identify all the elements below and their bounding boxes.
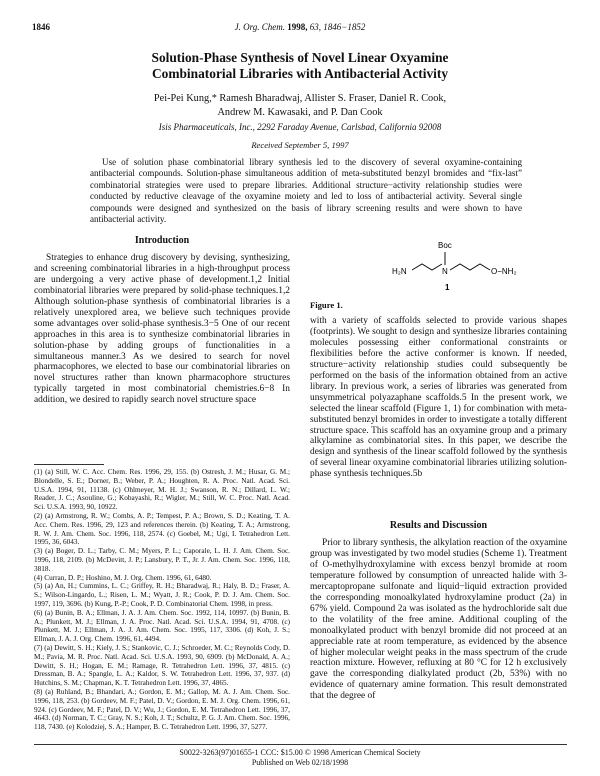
- amine-group-label: H₂N: [392, 267, 407, 276]
- footnote: (2) (a) Armstrong, R. W.; Combs, A. P.; Tempest, P. A.; Brown, S. D.; Keating, T. A. Acc. Chem. Res. 1996, 29, 123 and references therein. (b) Keating, T. A.; Armstrong, R. W. J. Am. Chem. Soc. 1996, 118, 2574. (c) Goebel, M.; Ugi, I. Tetrahedron Lett. 1995, 36, 6043.: [34, 511, 290, 547]
- ethyl-chain: [412, 264, 442, 270]
- affiliation: Isis Pharmaceuticals, Inc., 2292 Faraday Avenue, Carlsbad, California 92008: [158, 122, 442, 132]
- left-column: [34, 236, 290, 406]
- journal-citation: [32, 22, 568, 32]
- footnote: (7) (a) Dewitt, S. H.; Kiely, J. S.; Stankovic, C. J.; Schroeder, M. C.; Reynolds Cody, D. M.; Pavia, M. R. Proc. Natl. Acad. Sci. U.S.A. 1993, 90, 6909. (b) McDonald, A. A.; Dewitt, S. H.; Hogan, E. M.; Ramage, R. Tetrahedron Lett. 1996, 37, 4815. (c) Dressman, B. A.; Spangle, L. A.; Kaldor, S. W. Tetrahedron Lett. 1996, 37, 937. (d) Hutchins, S. M.; Chapman, K. T. Tetrahedron Lett. 1996, 37, 4865.: [34, 643, 290, 688]
- introduction-heading: Introduction: [134, 235, 190, 246]
- publication-date-line: Published on Web 02/18/1998: [251, 758, 349, 767]
- right-column-bottom: [310, 538, 567, 702]
- footnote: (8) (a) Ruhland, B.; Bhandari, A.; Gordon, E. M.; Gallop, M. A. J. Am. Chem. Soc. 1996, 118, 253. (b) Gordeev, M. F.; Patel, D. V.; Gordon, E. M. J. Org. Chem. 1996, 61, 924. (c) Gordeev, M. F.; Patel, D. V.; Wu, J.; Gordon, E. M. Tetrahedron Lett. 1996, 37, 4643. (d) Norman, T. C.; Gray, N. S.; Koh, J. T.; Schultz, P. G. J. Am. Chem. Soc. 1996, 118, 7430. (e) Kolodziej, S. A.; Hamper, B. C. Tetrahedron Lett. 1996, 37, 5277.: [34, 687, 290, 732]
- figure-1-structure: [310, 232, 567, 292]
- journal-volume-pages: 63, 1846−1852: [309, 22, 366, 32]
- footnote: (3) (a) Boger, D. L.; Tarby, C. M.; Myers, P. L.; Caporale, L. H. J. Am. Chem. Soc. 1996, 118, 2109. (b) McDevitt, J. P.; Lansbury, P. T., Jr. J. Am. Chem. Soc. 1996, 118, 3818.: [34, 547, 290, 573]
- footnote: (5) (a) An, H.; Cummins, L. C.; Griffey, R. H.; Bharadwaj, R.; Haly, B. D.; Fraser, A. S.; Wilson-Lingardo, L.; Risen, L. M.; Wyatt, J. R.; Cook, P. D. J. Am. Chem. Soc. 1997, 119, 3696. (b) Kung, P.-P.; Cook, P. D. Combinatorial Chem. 1998, in press.: [34, 582, 290, 608]
- propyl-chain: [450, 264, 490, 270]
- oxyamine-group-label: O−NH₂: [491, 267, 517, 276]
- author-list: [40, 92, 560, 120]
- introduction-paragraph: Strategies to enhance drug discovery by devising, synthesizing, and screening combinatorial libraries in a high-throughput process are undergoing a very active phase of development.1,2 Initial combinatorial libraries were prepared by solid-phase techniques.1,2 Although solution-phase synthesis of combinatorial libraries is a relatively unexplored area, we believe such techniques provide some advantages over solid-phase synthesis.3−5 One of our recent approaches in this area is to synthesize combinatorial libraries in solution-phase by adding groups of functionalities in a simultaneous manner.3 As we desired to search for novel pharmacophores, we elected to base our combinatorial libraries on novel structures rather than known pharmacophore structures typically targeted in most combinatorial chemistries.6−8 In addition, we desired to rapidly search novel structure space: [34, 252, 290, 406]
- footnote-divider: [34, 464, 104, 465]
- title-line: Combinatorial Libraries with Antibacterial Activity: [151, 66, 449, 81]
- results-paragraph: Prior to library synthesis, the alkylation reaction of the oxyamine group was investigated by two model studies (Scheme 1). Treatment of O-methylhydroxylamine with excess benzyl bromide at room temperature followed by consumption of unreacted halide with 3-mercaptopropane sulfonate and liquid−liquid extraction provided the corresponding monoalkylated hydroxylamine product (2a) in 67% yield. Compound 2a was isolated as the hydrochloride salt due to the volatility of the free amine. Additional coupling of the monoalkylated product with benzyl bromide did not proceed at an appreciable rate at room temperature, as evidenced by the absence of higher molecular weight peaks in the mass spectrum of the crude reaction mixture. However, refluxing at 80 °C for 12 h exclusively gave the corresponding dialkylated product (2b, 53%) with no evidence of quaternary amine formation. This result demonstrated that the degree of: [310, 538, 567, 702]
- figure-caption: Figure 1.: [310, 300, 343, 310]
- results-heading: Results and Discussion: [389, 520, 488, 531]
- footnote: (6) (a) Bunin, B. A.; Ellman, J. A. J. Am. Chem. Soc. 1992, 114, 10997. (b) Bunin, B. A.; Plunkett, M. J.; Ellman, J. A. Proc. Natl. Acad. Sci. U.S.A. 1994, 91, 4708. (c) Plunkett, M. J.; Ellman, J. A. J. Am. Chem. Soc. 1995, 117, 3306. (d) Koh, J. S.; Ellman, J. A. J. Org. Chem. 1996, 61, 4494.: [34, 608, 290, 644]
- authors-line: Andrew M. Kawasaki, and P. Dan Cook: [217, 107, 383, 118]
- compound-number: 1: [445, 283, 450, 292]
- copyright-footer: [0, 748, 600, 768]
- journal-year: 1998,: [287, 22, 308, 32]
- received-date: Received September 5, 1997: [251, 140, 349, 150]
- footnotes: [34, 468, 290, 732]
- title-line: Solution-Phase Synthesis of Novel Linear Oxyamine: [151, 50, 449, 65]
- scaffold-paragraph: with a variety of scaffolds selected to provide various shapes (footprints). We sought to design and synthesize libraries containing molecules possessing either conformational constraints or flexibilities before the active conformer is known. If needed, structure−activity relationship studies could subsequently be performed on the basis of the information obtained from an active library. In previous work, a series of libraries was generated from unsymmetrical polyazaphane scaffolds.5 In the present work, we selected the linear scaffold (Figure 1, 1) for combination with meta-substituted benzyl bromides in order to investigate a totally different structure space. This scaffold has an oxyamine group and a primary alkylamine as combinatorial sites. In this paper, we describe the design and synthesis of the linear scaffold followed by the synthesis of several linear oxyamine combinatorial libraries utilizing solution-phase synthesis techniques.5b: [310, 316, 567, 480]
- running-head: [32, 22, 568, 36]
- doi-copyright-line: S0022-3263(97)01655-1 CCC: $15.00 © 1998 American Chemical Society: [179, 748, 421, 757]
- journal-name: J. Org. Chem.: [234, 22, 286, 32]
- authors-line: Pei-Pei Kung,* Ramesh Bharadwaj, Allister S. Fraser, Daniel R. Cook,: [153, 93, 447, 104]
- bottom-divider: [34, 744, 567, 745]
- page-number: 1846: [32, 22, 50, 32]
- article-title: [40, 50, 560, 82]
- boc-label: Boc: [438, 241, 452, 250]
- footnote: (4) Curran, D. P.; Hoshino, M. J. Org. Chem. 1996, 61, 6480.: [34, 573, 212, 582]
- abstract: Use of solution phase combinatorial library synthesis led to the discovery of several oxyamine-containing antibacterial compounds. Solution-phase simultaneous addition of meta-substituted benzyl bromides and “fix-last” combinatorial strategies were used to prepare libraries. Additional structure−activity relationship studies were conducted by reductive cleavage of the oxyamine moiety and led to loss of antibacterial activity. Several single compounds were designed and synthesized on the basis of library screening results and were shown to have antibacterial activity.: [90, 157, 522, 225]
- right-column-top: [310, 316, 567, 480]
- footnote: (1) (a) Still, W. C. Acc. Chem. Res. 1996, 29, 155. (b) Ostresh, J. M.; Husar, G. M.; Blondelle, S. E.; Dorner, B.; Weber, P. A.; Houghten, R. A. Proc. Natl. Acad. Sci. U.S.A. 1994, 91, 11138. (c) Ohlmeyer, M. H. J.; Swanson, R. N.; Dillard, L. W.; Reader, J. C.; Asouline, G.; Kobayashi, R.; Wigler, M.; Still, W. C. Proc. Natl. Acad. Sci. U.S.A. 1993, 90, 10922.: [34, 468, 290, 512]
- nitrogen-label: N: [442, 267, 448, 276]
